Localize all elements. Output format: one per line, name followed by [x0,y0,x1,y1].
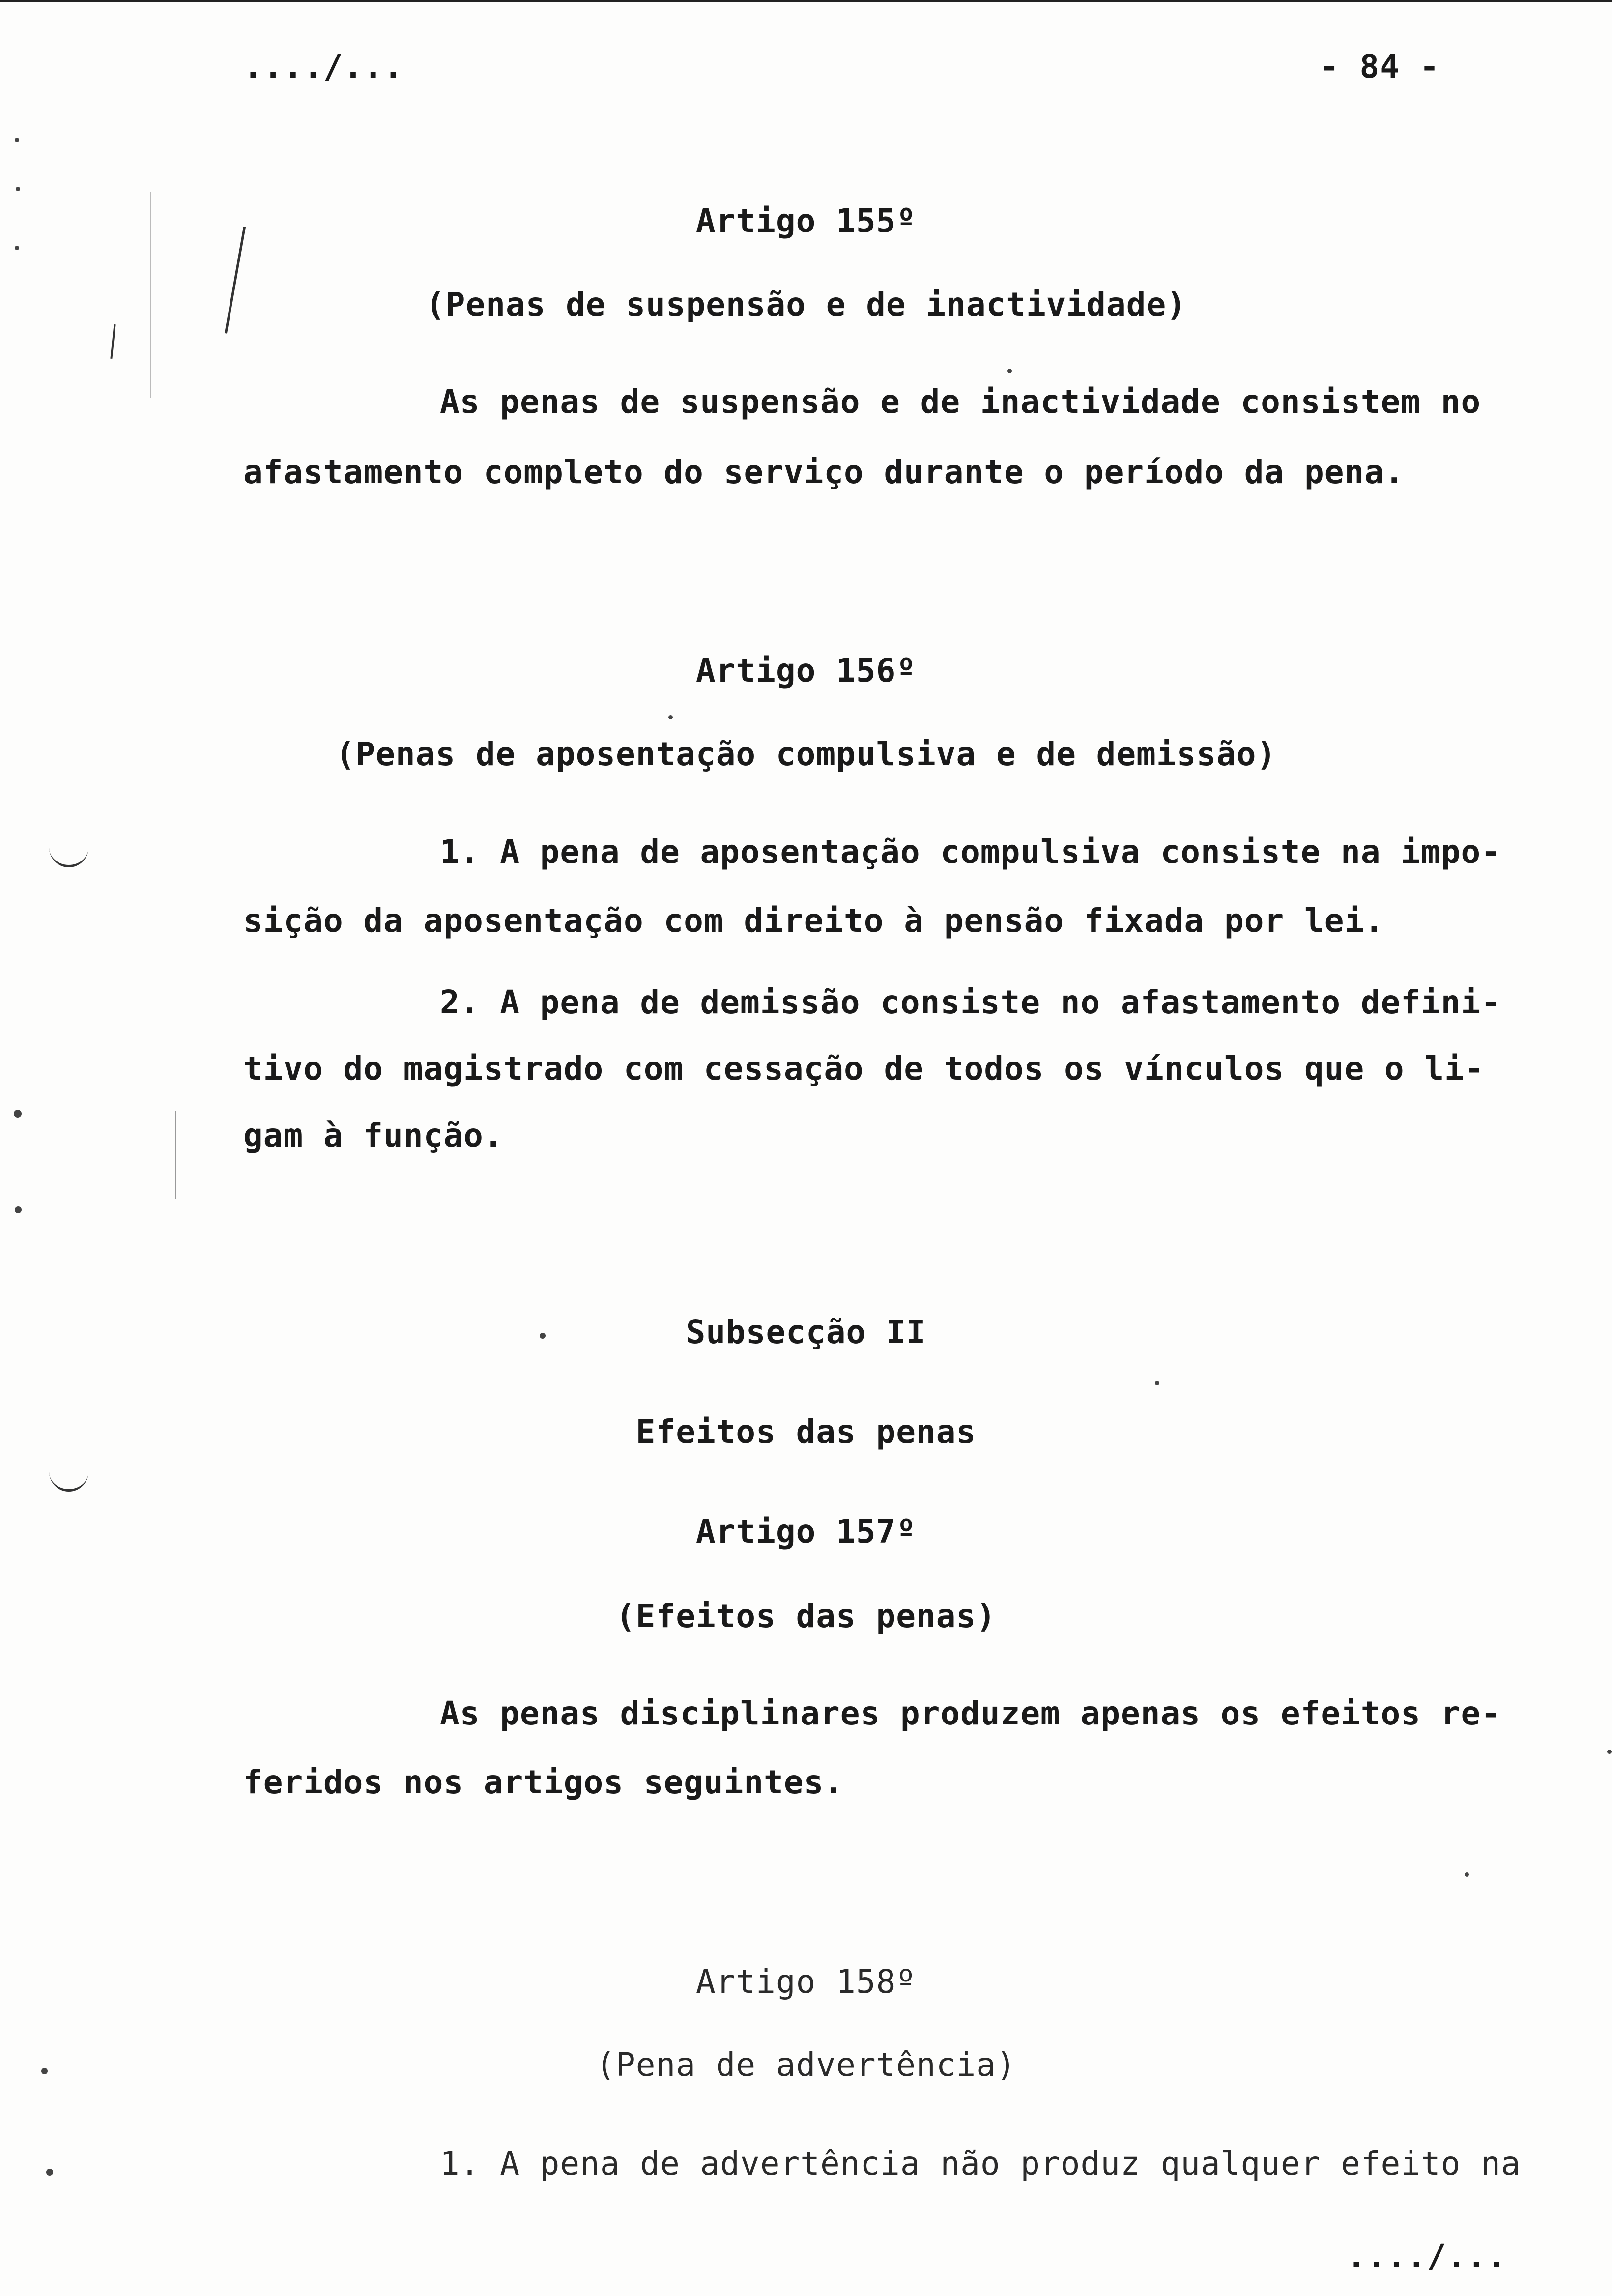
article-157-paragraph-line: As penas disciplinares produzem apenas os efeitos re- [440,1694,1501,1732]
article-158-subtitle: (Pena de advertência) [596,2046,1016,2084]
article-156-title: Artigo 156º [695,652,917,689]
continuation-marker-bottom: ..../... [1347,2238,1507,2275]
scan-punch-hole-mark [49,845,88,867]
scan-speck [41,2068,48,2074]
scan-fold-line [150,192,151,398]
article-156-paragraph-line: sição da aposentação com direito à pensão fixada por lei. [243,902,1384,940]
scan-fold-line [175,1111,176,1199]
article-156-paragraph-line: gam à função. [243,1117,504,1154]
article-157-subtitle: (Efeitos das penas) [616,1597,996,1635]
article-155-title: Artigo 155º [695,202,917,240]
article-156-paragraph-line: 1. A pena de aposentação compulsiva consiste na impo- [440,833,1501,871]
scan-punch-hole-mark [49,1469,88,1492]
scan-speck [14,1110,22,1118]
page-top-border [0,0,1612,2]
scan-speck [1008,369,1012,373]
subsection-label: Subsecção II [686,1313,926,1351]
article-155-paragraph-line: As penas de suspensão e de inactividade consistem no [440,383,1481,421]
page-number: - 84 - [1320,48,1440,86]
scan-speck [15,138,19,142]
scan-speck [16,187,20,191]
scan-pen-stroke [110,324,115,359]
scan-speck [540,1333,546,1339]
scan-speck [1465,1872,1469,1877]
scan-speck [1607,1750,1612,1754]
continuation-marker-top: ..../... [243,48,403,86]
scan-speck [46,2169,53,2176]
scan-speck [1155,1381,1159,1385]
scan-speck [15,1206,22,1213]
subsection-heading: Efeitos das penas [635,1413,977,1451]
article-155-paragraph-line: afastamento completo do serviço durante o período da pena. [243,453,1405,491]
article-156-paragraph-line: tivo do magistrado com cessação de todos os vínculos que o li- [243,1050,1485,1088]
scan-speck [15,246,19,250]
article-158-title: Artigo 158º [695,1963,917,2001]
article-158-paragraph-line: 1. A pena de advertência não produz qualquer efeito na [440,2145,1521,2182]
article-156-paragraph-line: 2. A pena de demissão consiste no afastamento defini- [440,983,1501,1021]
article-156-subtitle: (Penas de aposentação compulsiva e de demissão) [335,735,1277,773]
scan-speck [668,715,673,719]
article-157-paragraph-line: feridos nos artigos seguintes. [243,1763,844,1801]
article-155-subtitle: (Penas de suspensão e de inactividade) [426,286,1186,323]
article-157-title: Artigo 157º [695,1513,917,1550]
